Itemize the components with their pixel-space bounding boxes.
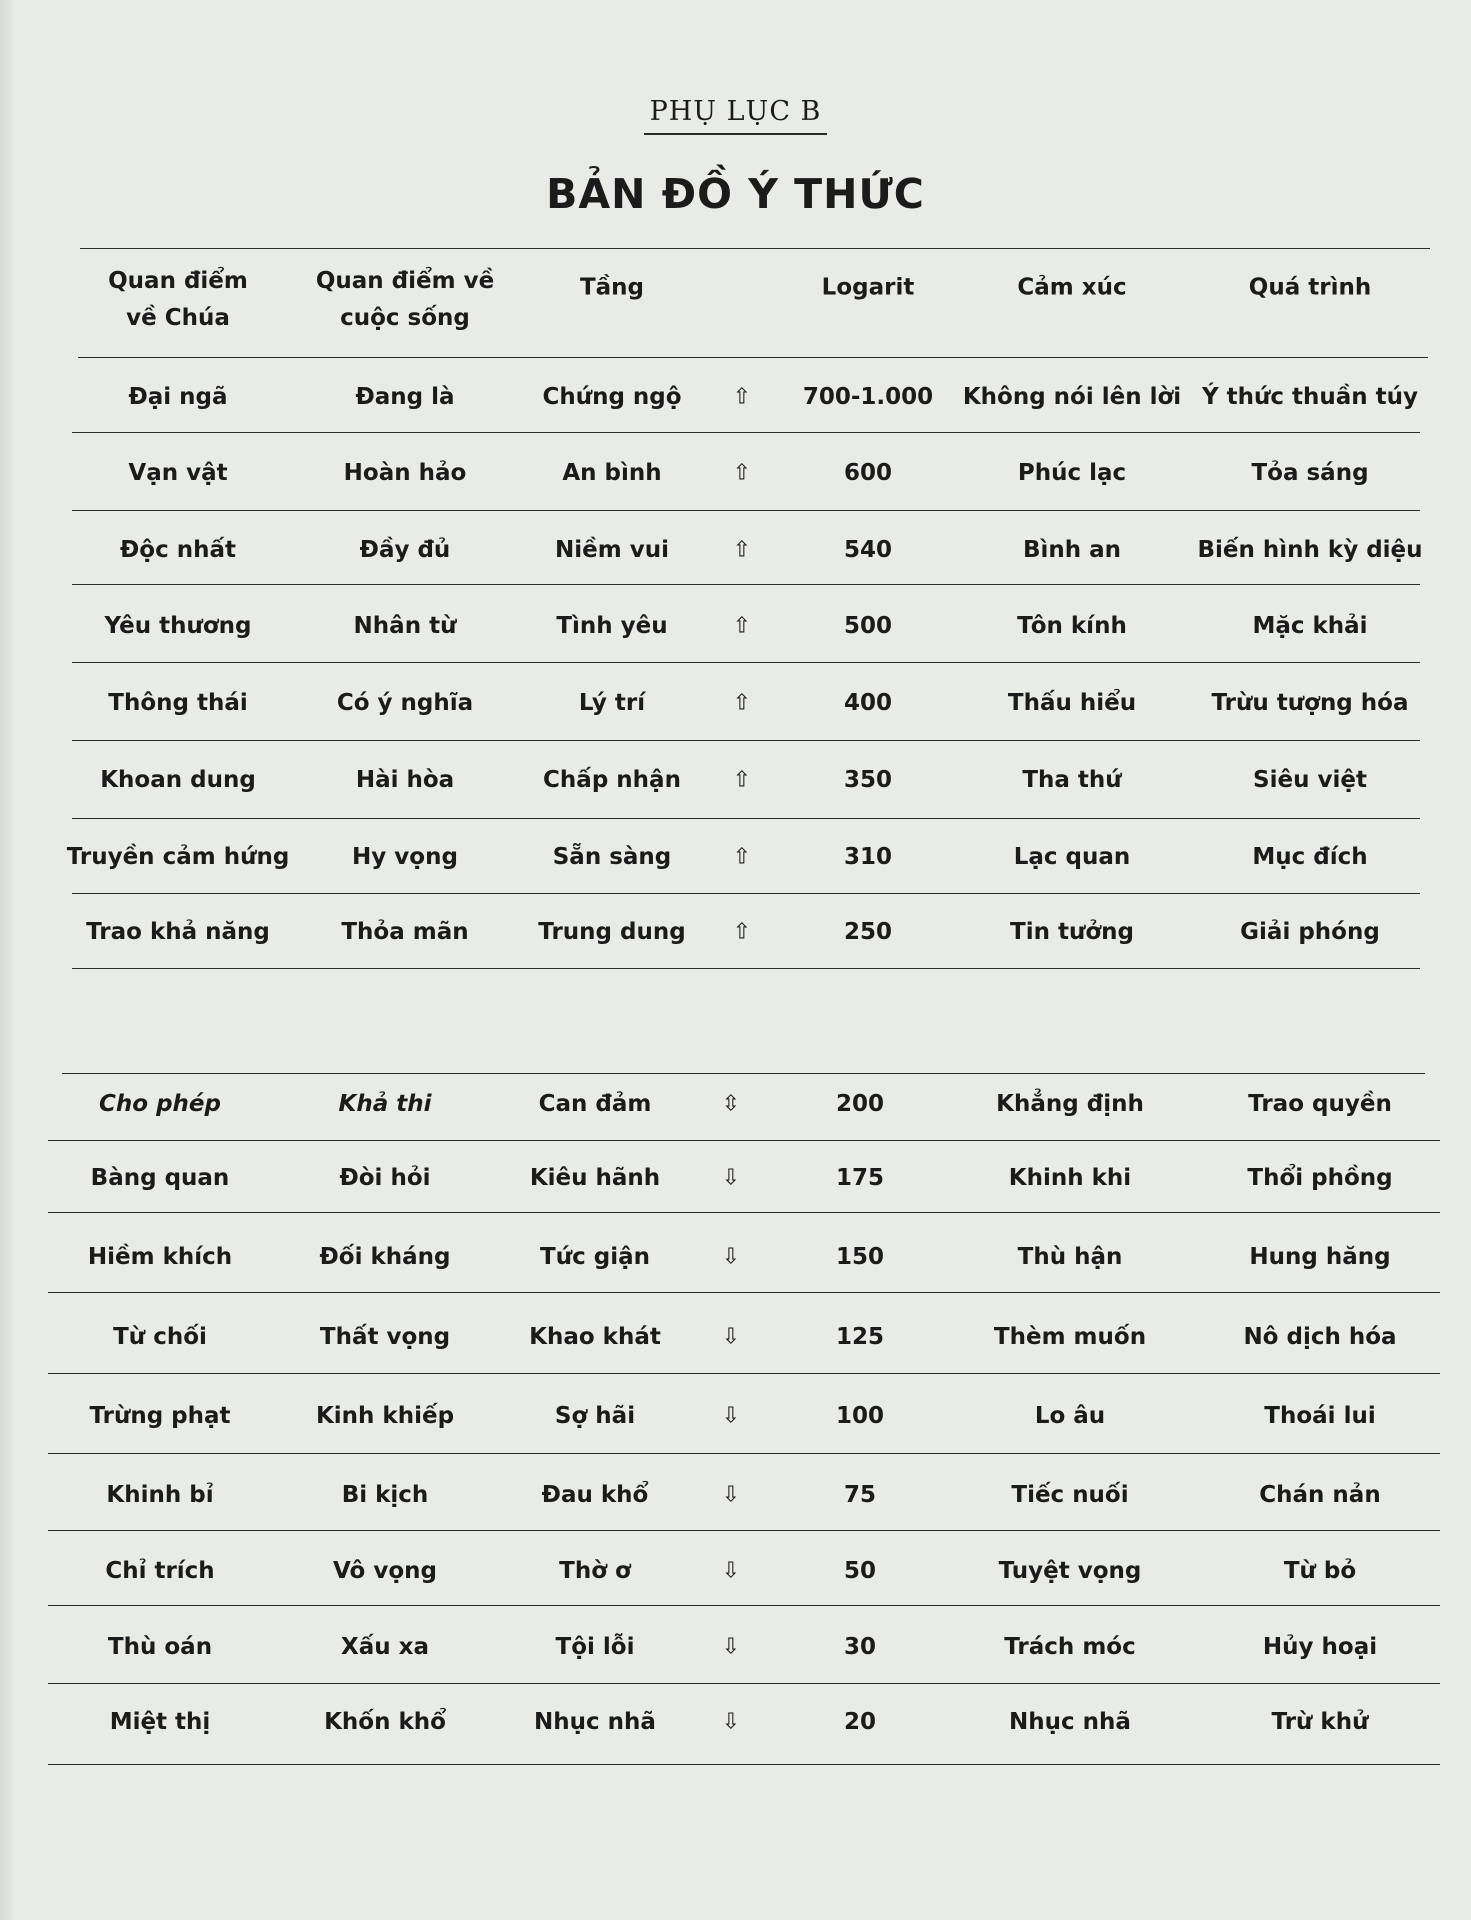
- cell-view-of-god: Yêu thương: [104, 613, 252, 639]
- cell-view-of-life: Vô vọng: [333, 1558, 437, 1584]
- cell-view-of-god: Từ chối: [113, 1324, 207, 1350]
- cell-view-of-god: Trừng phạt: [89, 1403, 231, 1429]
- cell-log: 50: [843, 1558, 877, 1584]
- cell-process: Giải phóng: [1240, 919, 1380, 945]
- cell-log: 75: [843, 1482, 877, 1508]
- cell-view-of-god: Truyền cảm hứng: [66, 844, 290, 870]
- cell-level: Sẵn sàng: [552, 844, 672, 870]
- cell-emotion: Thấu hiểu: [1007, 690, 1137, 716]
- page-edge: [0, 0, 14, 1920]
- up-down-arrow-icon: ⇳: [721, 1091, 741, 1117]
- cell-process: Thoái lui: [1264, 1403, 1376, 1429]
- row-rule: [72, 893, 1420, 894]
- cell-view-of-life: Đòi hỏi: [339, 1165, 431, 1191]
- header-view-of-life: Quan điểm về cuộc sống: [315, 268, 495, 331]
- cell-view-of-life: Đầy đủ: [359, 537, 451, 563]
- row-rule: [72, 432, 1420, 433]
- cell-view-of-life: Hoàn hảo: [343, 460, 467, 486]
- down-arrow-icon: ⇩: [721, 1558, 741, 1584]
- cell-log: 20: [843, 1709, 877, 1735]
- cell-emotion: Thèm muốn: [993, 1324, 1147, 1350]
- cell-view-of-life: Xấu xa: [341, 1634, 429, 1660]
- cell-level: Sợ hãi: [554, 1403, 636, 1429]
- row-rule: [48, 1453, 1440, 1454]
- cell-emotion: Phúc lạc: [1017, 460, 1127, 486]
- cell-view-of-god: Vạn vật: [128, 460, 228, 486]
- cell-emotion: Khinh khi: [1008, 1165, 1132, 1191]
- cell-process: Thổi phồng: [1247, 1165, 1393, 1191]
- down-arrow-icon: ⇩: [721, 1165, 741, 1191]
- cell-view-of-god: Thù oán: [107, 1634, 213, 1660]
- cell-process: Hủy hoại: [1262, 1634, 1378, 1660]
- cell-log: 200: [835, 1091, 885, 1117]
- cell-level: Niềm vui: [555, 537, 669, 563]
- row-rule: [72, 584, 1420, 585]
- cell-level: Thờ ơ: [559, 1558, 631, 1584]
- row-rule: [72, 510, 1420, 511]
- cell-view-of-god: Đại ngã: [128, 384, 228, 410]
- down-arrow-icon: ⇩: [721, 1482, 741, 1508]
- up-arrow-icon: ⇧: [732, 384, 752, 410]
- cell-level: Can đảm: [538, 1091, 652, 1117]
- cell-process: Siêu việt: [1253, 767, 1367, 793]
- cell-log: 150: [835, 1244, 885, 1270]
- cell-process: Mặc khải: [1252, 613, 1368, 639]
- cell-emotion: Không nói lên lời: [962, 384, 1182, 410]
- cell-log: 250: [843, 919, 893, 945]
- header-process: Quá trình: [1248, 274, 1372, 301]
- cell-emotion: Nhục nhã: [1009, 1709, 1131, 1735]
- cell-view-of-god: Thông thái: [108, 690, 248, 716]
- cell-emotion: Tiếc nuối: [1011, 1482, 1129, 1508]
- cell-log: 100: [835, 1403, 885, 1429]
- cell-level: Kiêu hãnh: [529, 1165, 661, 1191]
- cell-log: 500: [843, 613, 893, 639]
- cell-emotion: Thù hận: [1017, 1244, 1123, 1270]
- cell-log: 600: [843, 460, 893, 486]
- cell-emotion: Lo âu: [1034, 1403, 1106, 1429]
- cell-log: 540: [843, 537, 893, 563]
- row-rule: [48, 1605, 1440, 1606]
- cell-view-of-god: Độc nhất: [120, 537, 236, 563]
- row-rule: [48, 1212, 1440, 1213]
- appendix-label: PHỤ LỤC B: [0, 96, 1471, 135]
- cell-level: Nhục nhã: [534, 1709, 656, 1735]
- cell-emotion: Tôn kính: [1017, 613, 1127, 639]
- down-arrow-icon: ⇩: [721, 1324, 741, 1350]
- cell-log: 350: [843, 767, 893, 793]
- up-arrow-icon: ⇧: [732, 844, 752, 870]
- page-title: BẢN ĐỒ Ý THỨC: [546, 170, 925, 218]
- row-rule: [78, 357, 1428, 358]
- cell-view-of-life: Khốn khổ: [324, 1709, 446, 1735]
- cell-level: An bình: [562, 460, 662, 486]
- cell-emotion: Trách móc: [1004, 1634, 1136, 1660]
- cell-process: Tỏa sáng: [1251, 460, 1369, 486]
- cell-view-of-life: Hy vọng: [352, 844, 458, 870]
- cell-process: Mục đích: [1252, 844, 1368, 870]
- row-rule: [72, 662, 1420, 663]
- cell-process: Hung hăng: [1249, 1244, 1391, 1270]
- cell-view-of-god: Chỉ trích: [105, 1558, 215, 1584]
- up-arrow-icon: ⇧: [732, 919, 752, 945]
- cell-view-of-life: Nhân từ: [353, 613, 457, 639]
- cell-level: Chấp nhận: [543, 767, 681, 793]
- cell-emotion: Tuyệt vọng: [998, 1558, 1142, 1584]
- header-view-of-god: Quan điểm về Chúa: [108, 268, 248, 331]
- cell-view-of-life: Hài hòa: [355, 767, 455, 793]
- cell-log: 400: [843, 690, 893, 716]
- cell-view-of-god: Hiềm khích: [87, 1244, 233, 1270]
- cell-process: Ý thức thuần túy: [1201, 384, 1419, 410]
- cell-view-of-life: Đối kháng: [319, 1244, 451, 1270]
- cell-view-of-life: Đang là: [355, 384, 455, 410]
- row-rule: [48, 1530, 1440, 1531]
- cell-view-of-god: Trao khả năng: [86, 919, 270, 945]
- cell-view-of-life: Kinh khiếp: [315, 1403, 455, 1429]
- row-rule: [72, 818, 1420, 819]
- cell-level: Tức giận: [540, 1244, 650, 1270]
- cell-view-of-god: Miệt thị: [109, 1709, 211, 1735]
- header-level: Tầng: [579, 274, 645, 301]
- cell-view-of-life: Khả thi: [338, 1091, 432, 1117]
- cell-process: Trao quyền: [1248, 1091, 1392, 1117]
- cell-log: 30: [843, 1634, 877, 1660]
- cell-view-of-god: Bàng quan: [90, 1165, 230, 1191]
- cell-level: Đau khổ: [541, 1482, 649, 1508]
- row-rule: [72, 968, 1420, 969]
- cell-emotion: Tha thứ: [1022, 767, 1122, 793]
- cell-process: Nô dịch hóa: [1243, 1324, 1397, 1350]
- header-emotion: Cảm xúc: [1017, 274, 1127, 301]
- up-arrow-icon: ⇧: [732, 537, 752, 563]
- row-rule: [48, 1683, 1440, 1684]
- cell-emotion: Lạc quan: [1013, 844, 1131, 870]
- cell-process: Biến hình kỳ diệu: [1197, 537, 1423, 563]
- cell-emotion: Tin tưởng: [1010, 919, 1134, 945]
- row-rule: [48, 1373, 1440, 1374]
- cell-view-of-life: Bi kịch: [341, 1482, 429, 1508]
- header-log: Logarit: [821, 274, 915, 301]
- row-rule: [48, 1292, 1440, 1293]
- cell-emotion: Khẳng định: [996, 1091, 1144, 1117]
- cell-log: 310: [843, 844, 893, 870]
- cell-log: 175: [835, 1165, 885, 1191]
- down-arrow-icon: ⇩: [721, 1634, 741, 1660]
- cell-level: Tình yêu: [556, 613, 668, 639]
- up-arrow-icon: ⇧: [732, 690, 752, 716]
- cell-view-of-life: Có ý nghĩa: [336, 690, 474, 716]
- row-rule: [48, 1140, 1440, 1141]
- up-arrow-icon: ⇧: [732, 767, 752, 793]
- cell-view-of-god: Khinh bỉ: [106, 1482, 214, 1508]
- cell-view-of-god: Khoan dung: [100, 767, 256, 793]
- row-rule: [72, 740, 1420, 741]
- cell-view-of-life: Thất vọng: [319, 1324, 451, 1350]
- cell-log: 125: [835, 1324, 885, 1350]
- down-arrow-icon: ⇩: [721, 1709, 741, 1735]
- down-arrow-icon: ⇩: [721, 1403, 741, 1429]
- down-arrow-icon: ⇩: [721, 1244, 741, 1270]
- lower-table-top-rule: [62, 1073, 1425, 1074]
- table-top-rule: [80, 248, 1430, 249]
- cell-level: Trung dung: [538, 919, 686, 945]
- cell-process: Chán nản: [1259, 1482, 1381, 1508]
- cell-log: 700-1.000: [802, 384, 934, 410]
- up-arrow-icon: ⇧: [732, 613, 752, 639]
- cell-process: Từ bỏ: [1283, 1558, 1357, 1584]
- up-arrow-icon: ⇧: [732, 460, 752, 486]
- cell-level: Lý trí: [578, 690, 646, 716]
- cell-level: Khao khát: [529, 1324, 661, 1350]
- cell-view-of-god: Cho phép: [99, 1091, 221, 1117]
- cell-level: Chứng ngộ: [542, 384, 682, 410]
- cell-process: Trừu tượng hóa: [1211, 690, 1409, 716]
- cell-process: Trừ khử: [1271, 1709, 1369, 1735]
- row-rule: [48, 1764, 1440, 1765]
- cell-level: Tội lỗi: [555, 1634, 635, 1660]
- cell-emotion: Bình an: [1022, 537, 1122, 563]
- cell-view-of-life: Thỏa mãn: [341, 919, 469, 945]
